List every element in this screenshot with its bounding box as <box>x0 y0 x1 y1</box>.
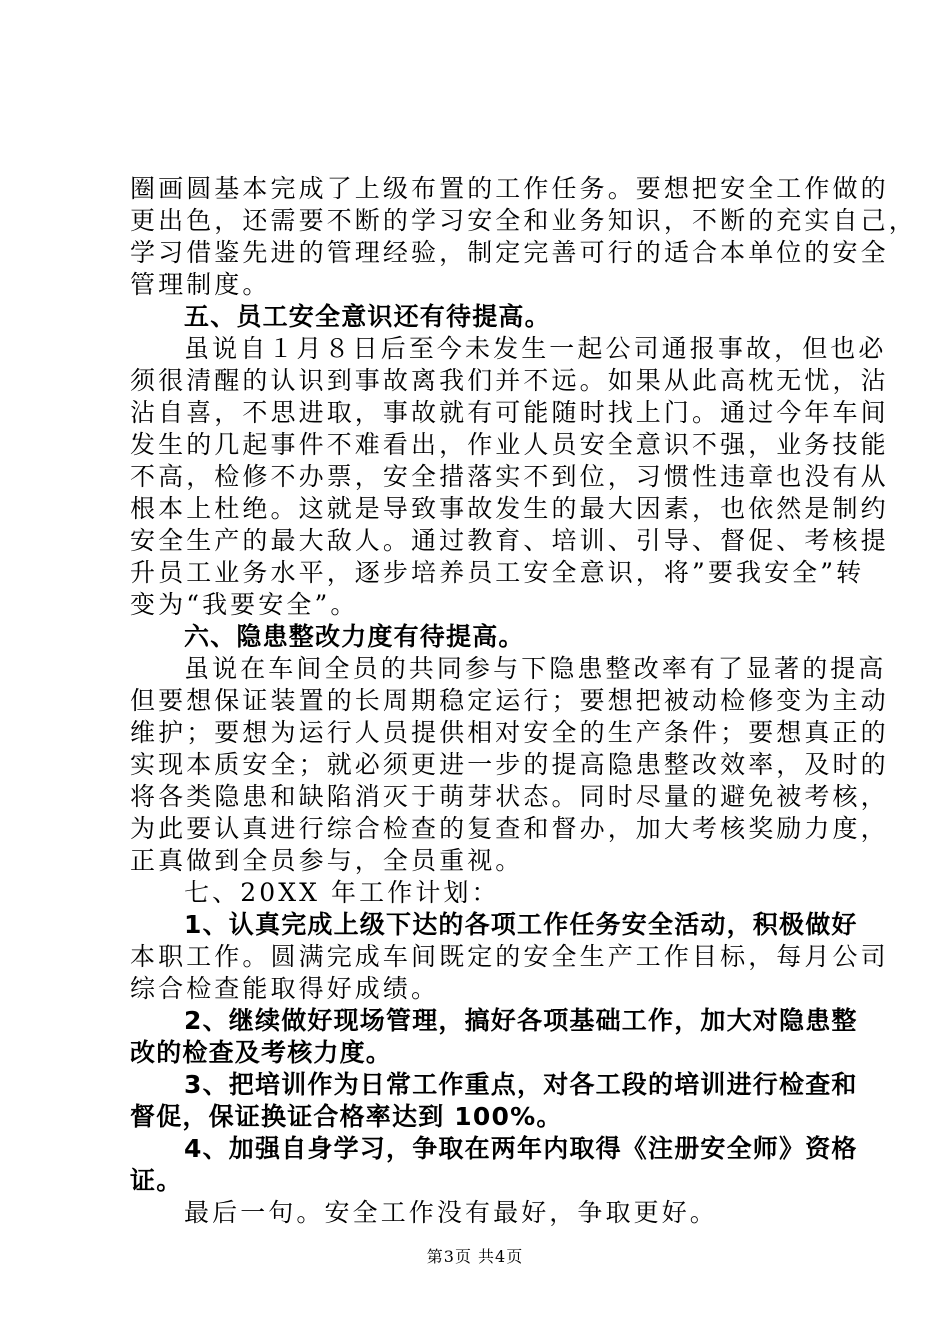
text-line: 六、隐患整改力度有待提高。 <box>184 622 525 651</box>
text-line: 管理制度。 <box>130 270 271 299</box>
text-line: 学习借鉴先进的管理经验，制定完善可行的适合本单位的安全 <box>130 238 889 267</box>
text-line: 更出色，还需要不断的学习安全和业务知识，不断的充实自己， <box>130 206 917 235</box>
text-line: 但要想保证装置的长周期稳定运行；要想把被动检修变为主动 <box>130 686 889 715</box>
text-line: 变为“我要安全”。 <box>130 590 359 619</box>
text-line: 五、员工安全意识还有待提高。 <box>184 302 551 331</box>
text-line: 证。 <box>130 1166 183 1195</box>
text-line: 最后一句。安全工作没有最好，争取更好。 <box>184 1198 718 1227</box>
text-line: 为此要认真进行综合检查的复查和督办，加大考核奖励力度， <box>130 814 889 843</box>
text-line: 升员工业务水平，逐步培养员工安全意识，将”要我安全”转 <box>130 558 865 587</box>
text-line: 发生的几起事件不难看出，作业人员安全意识不强，业务技能 <box>130 430 889 459</box>
text-line: 3、把培训作为日常工作重点，对各工段的培训进行检查和 <box>184 1070 858 1099</box>
text-line: 本职工作。圆满完成车间既定的安全生产工作目标，每月公司 <box>130 942 889 971</box>
text-line: 安全生产的最大敌人。通过教育、培训、引导、督促、考核提 <box>130 526 889 555</box>
text-line: 4、加强自身学习，争取在两年内取得《注册安全师》资格 <box>184 1134 858 1163</box>
text-line: 虽说自１月８日后至今未发生一起公司通报事故，但也必 <box>184 334 887 363</box>
text-line: 不高，检修不办票，安全措落实不到位，习惯性违章也没有从 <box>130 462 889 491</box>
text-line: 改的检查及考核力度。 <box>130 1038 393 1067</box>
text-line: 须很清醒的认识到事故离我们并不远。如果从此高枕无忧，沾 <box>130 366 889 395</box>
text-line: 虽说在车间全员的共同参与下隐患整改率有了显著的提高 <box>184 654 887 683</box>
text-line: 2、继续做好现场管理，搞好各项基础工作，加大对隐患整 <box>184 1006 858 1035</box>
text-line: 督促，保证换证合格率达到 100%。 <box>130 1102 563 1131</box>
text-line: 维护；要想为运行人员提供相对安全的生产条件；要想真正的 <box>130 718 889 747</box>
text-line: 沾自喜，不思进取，事故就有可能随时找上门。通过今年车间 <box>130 398 889 427</box>
text-line: 综合检查能取得好成绩。 <box>130 974 440 1003</box>
text-line: 实现本质安全；就必须更进一步的提高隐患整改效率，及时的 <box>130 750 889 779</box>
text-line: 七、20XX 年工作计划： <box>184 878 500 907</box>
text-line: 将各类隐患和缺陷消灭于萌芽状态。同时尽量的避免被考核， <box>130 782 889 811</box>
text-line: 圈画圆基本完成了上级布置的工作任务。要想把安全工作做的 <box>130 174 889 203</box>
text-line: 根本上杜绝。这就是导致事故发生的最大因素，也依然是制约 <box>130 494 889 523</box>
page-footer: 第3页 共4页 <box>426 1247 524 1266</box>
text-line: 正真做到全员参与，全员重视。 <box>130 846 524 875</box>
document-body <box>130 173 917 1229</box>
text-line: 1、认真完成上级下达的各项工作任务安全活动，积极做好 <box>184 910 858 939</box>
